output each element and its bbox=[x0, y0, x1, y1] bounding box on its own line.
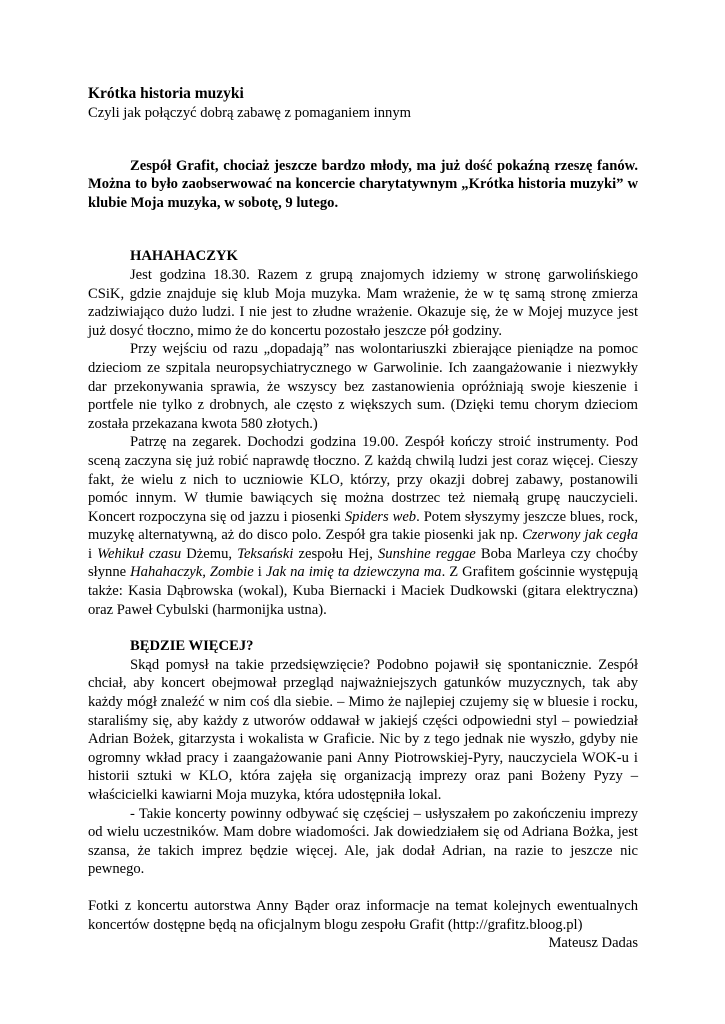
document-page bbox=[88, 84, 638, 953]
song-title: Teksański bbox=[237, 545, 294, 562]
text-span: Boba Marleya czy choćby słynne bbox=[88, 545, 639, 581]
article-lead: Zespół Grafit, chociaż jeszcze bardzo młody, ma już dość pokaźną rzeszę fanów. Można to było zaobserwować na koncercie charytatywnym „Krótka historia muzyki” w klubie Moja muzyka, w sobotę, 9 lutego. bbox=[88, 157, 638, 211]
song-title: Czerwony jak cegła bbox=[522, 527, 638, 544]
song-title: Hahahaczyk, Zombie bbox=[130, 564, 254, 581]
article-subtitle: Czyli jak połączyć dobrą zabawę z pomaganiem innym bbox=[88, 105, 411, 121]
section-heading-hahahaczyk: HAHAHACZYK bbox=[130, 248, 238, 265]
text-span: Patrzę na zegarek. Dochodzi godzina 19.00. Zespół kończy stroić instrumenty. Pod sceną zaczyna się już robić naprawdę tłoczno. Z każdą chwilą ludzi jest coraz więcej. Cieszy fakt, że wielu z nich to uczniowie KLO, którzy, przy okazji dobrej zabawy, postanowili pomóc innym. W tłumie bawiących się można dostrzec też niemałą grupę nauczycieli. Koncert rozpoczyna się od jazzu i piosenki bbox=[88, 434, 638, 525]
footer-note: Fotki z koncertu autorstwa Anny Bąder oraz informacje na temat kolejnych ewentualnych koncertów dostępne będą na oficjalnym blogu zespołu Grafit (http://grafitz.bloog.pl) bbox=[88, 897, 638, 933]
song-title: Wehikuł czasu bbox=[97, 545, 182, 562]
paragraph: Skąd pomysł na takie przedsięwzięcie? Podobno pojawił się spontanicznie. Zespół chciał, aby koncert obejmował przegląd najważniejszych gatunków muzycznych, tak aby każdy mógł znaleźć w nim coś dla siebie. – Mimo że najlepiej czujemy się w bluesie i rocku, staraliśmy się, aby każdy z utworów oddawał w jakiejś części odpowiedni styl – powiedział Adrian Bożek, gitarzysta i wokalista w Graficie. Nic by z tego jednak nie wyszło, gdyby nie ogromny wkład pracy i zaangażowanie pani Anny Piotrowskiej-Pyry, nauczyciela WOK-u i historii sztuki w KLO, która zajęła się organizacją imprezy oraz pani Bożeny Pyzy – właścicielki kawiarni Moja muzyka, która udostępniła lokal. bbox=[88, 656, 638, 803]
article-title: Krótka historia muzyki bbox=[88, 85, 244, 102]
text-span: zespołu Hej, bbox=[293, 545, 378, 562]
song-title: Sunshine reggae bbox=[378, 545, 476, 562]
author-signature: Mateusz Dadas bbox=[548, 935, 638, 952]
text-span: Dżemu, bbox=[181, 545, 238, 562]
song-title: Jak na imię ta dziewczyna ma bbox=[265, 564, 442, 581]
text-span: . Potem słyszymy jeszcze blues, rock, muzykę alternatywną, aż do disco polo. Zespół gra takie piosenki jak np. bbox=[88, 508, 638, 544]
paragraph: Przy wejściu od razu „dopadają” nas wolontariuszki zbierające pieniądze na pomoc dzieciom ze szpitala neuropsychiatrycznego w Garwolinie. Ich zaangażowanie i niezwykły dar przekonywania sprawia, że wszyscy bez zastanowienia opróżniają swoje kieszenie i portfele nie tylko z drobnych, ale często z większych sum. (Dzięki temu chorym dzieciom została przekazana kwota 580 złotych.) bbox=[88, 341, 638, 432]
text-span: . Z Grafitem gościnnie występują także: Kasia Dąbrowska (wokal), Kuba Biernacki i Maciek Dudkowski (gitara elektryczna) oraz Paweł Cybulski (harmonijka ustna). bbox=[88, 564, 638, 618]
paragraph: - Takie koncerty powinny odbywać się częściej – usłyszałem po zakończeniu imprezy od wielu uczestników. Mam dobre wiadomości. Jak dowiedziałem się od Adriana Bożka, jest szansa, że takich imprez będzie więcej. Ale, jak dodał Adrian, na razie to jeszcze nic pewnego. bbox=[88, 805, 638, 878]
text-span: i bbox=[253, 564, 266, 581]
paragraph: Jest godzina 18.30. Razem z grupą znajomych idziemy w stronę garwolińskiego CSiK, gdzie znajduje się klub Moja muzyka. Mam wrażenie, że w tę samą stronę zmierza zadziwiająco dużo ludzi. I nie jest to złudne wrażenie. Okazuje się, że w Mojej muzyce jest już dosyć tłoczno, mimo że do koncertu pozostało jeszcze pół godziny. bbox=[88, 266, 638, 339]
paragraph-concert bbox=[88, 433, 638, 619]
section-heading-bedzie-wiecej: BĘDZIE WIĘCEJ? bbox=[130, 638, 254, 655]
text-span: i bbox=[88, 545, 98, 562]
song-title: Spiders web bbox=[344, 508, 417, 525]
